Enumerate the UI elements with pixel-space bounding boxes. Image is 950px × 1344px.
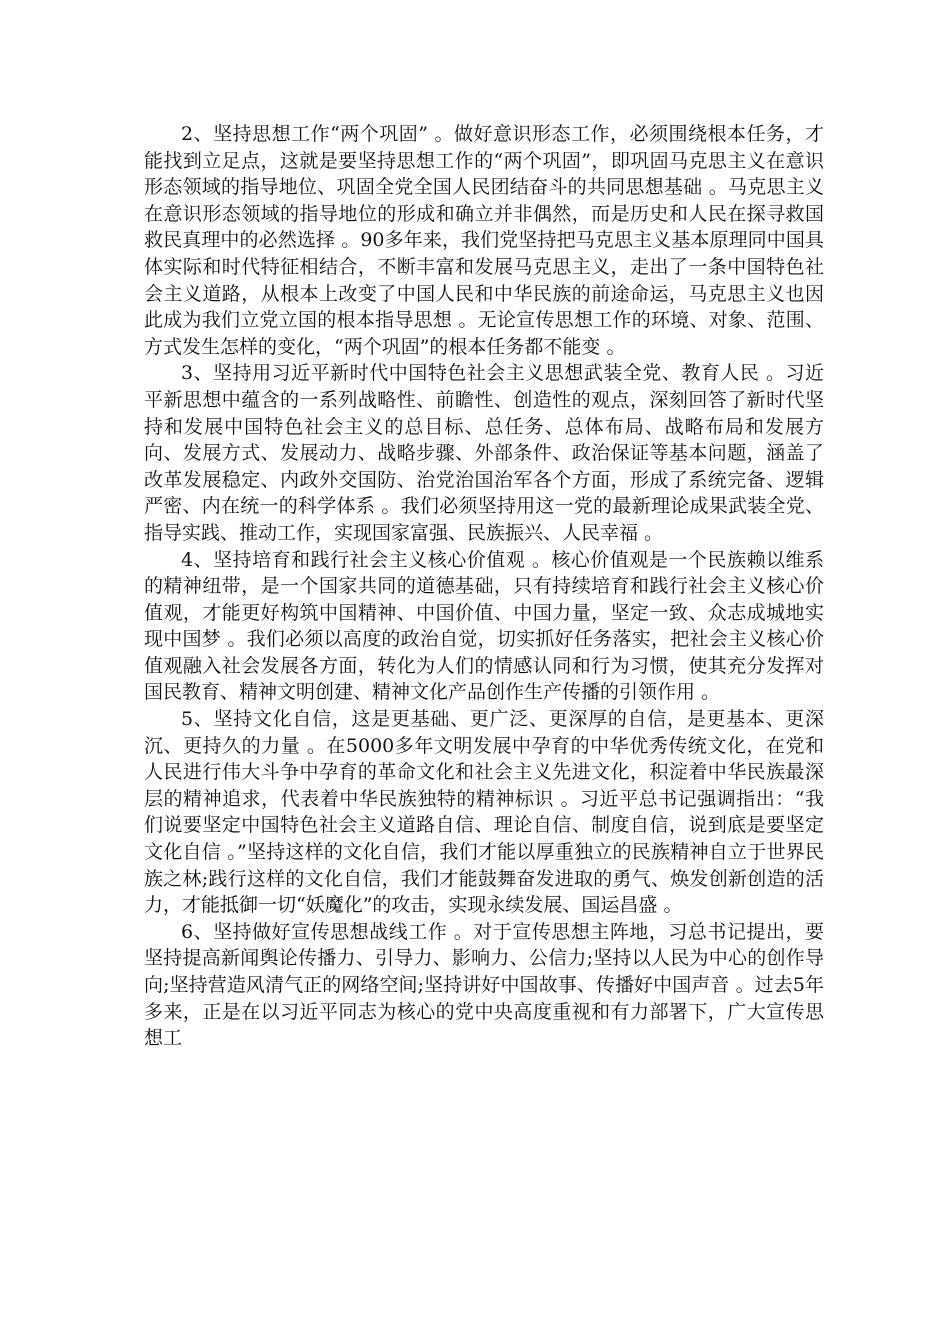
body-text <box>144 121 824 1052</box>
paragraph-5: 5、坚持文化自信，这是更基础、更广泛、更深厚的自信，是更基本、更深沉、更持久的力量 。在5000多年文明发展中孕育的中华优秀传统文化，在党和人民进行伟大斗争中孕育的革命文化和社会主义先进文化，积淀着中华民族最深层的精神追求，代表着中华民族独特的精神标识 。习近平总书记强调指出：“我们说要坚定中国特色社会主义道路自信、理论自信、制度自信，说到底是要坚定文化自信 。”坚持这样的文化自信，我们才能以厚重独立的民族精神自立于世界民族之林;践行这样的文化自信，我们才能鼓舞奋发进取的勇气、焕发创新创造的活力，才能抵御一切“妖魔化”的攻击，实现永续发展、国运昌盛 。 <box>144 708 824 917</box>
paragraph-2: 2、坚持思想工作“两个巩固” 。做好意识形态工作，必须围绕根本任务，才能找到立足点，这就是要坚持思想工作的“两个巩固”，即巩固马克思主义在意识形态领域的指导地位、巩固全党全国人民团结奋斗的共同思想基础 。马克思主义在意识形态领域的指导地位的形成和确立并非偶然，而是历史和人民在探寻救国救民真理中的必然选择 。90多年来，我们党坚持把马克思主义基本原理同中国具体实际和时代特征相结合，不断丰富和发展马克思主义，走出了一条中国特色社会主义道路，从根本上改变了中国人民和中华民族的前途命运，马克思主义也因此成为我们立党立国的根本指导思想 。无论宣传思想工作的环境、对象、范围、方式发生怎样的变化，“两个巩固”的根本任务都不能变 。 <box>144 123 824 358</box>
paragraph-3: 3、坚持用习近平新时代中国特色社会主义思想武装全党、教育人民 。习近平新思想中蕴含的一系列战略性、前瞻性、创造性的观点，深刻回答了新时代坚持和发展中国特色社会主义的总目标、总任务、总体布局、战略布局和发展方向、发展方式、发展动力、战略步骤、外部条件、政治保证等基本问题，涵盖了改革发展稳定、内政外交国防、治党治国治军各个方面，形成了系统完备、逻辑严密、内在统一的科学体系 。我们必须坚持用这一党的最新理论成果武装全党、指导实践、推动工作，实现国家富强、民族振兴、人民幸福 。 <box>144 362 824 544</box>
paragraph-4: 4、坚持培育和践行社会主义核心价值观 。核心价值观是一个民族赖以维系的精神纽带，是一个国家共同的道德基础，只有持续培育和践行社会主义核心价值观，才能更好构筑中国精神、中国价值、中国力量，坚定一致、众志成城地实现中国梦 。我们必须以高度的政治自觉，切实抓好任务落实，把社会主义核心价值观融入社会发展各方面，转化为人们的情感认同和行为习惯，使其充分发挥对国民教育、精神文明创建、精神文化产品创作生产传播的引领作用 。 <box>144 548 824 704</box>
paragraph-6: 6、坚持做好宣传思想战线工作 。对于宣传思想主阵地，习总书记提出，要坚持提高新闻舆论传播力、引导力、影响力、公信力;坚持以人民为中心的创作导向;坚持营造风清气正的网络空间;坚持讲好中国故事、传播好中国声音 。过去5年多来，正是在以习近平同志为核心的党中央高度重视和有力部署下，广大宣传思想工 <box>144 920 824 1050</box>
